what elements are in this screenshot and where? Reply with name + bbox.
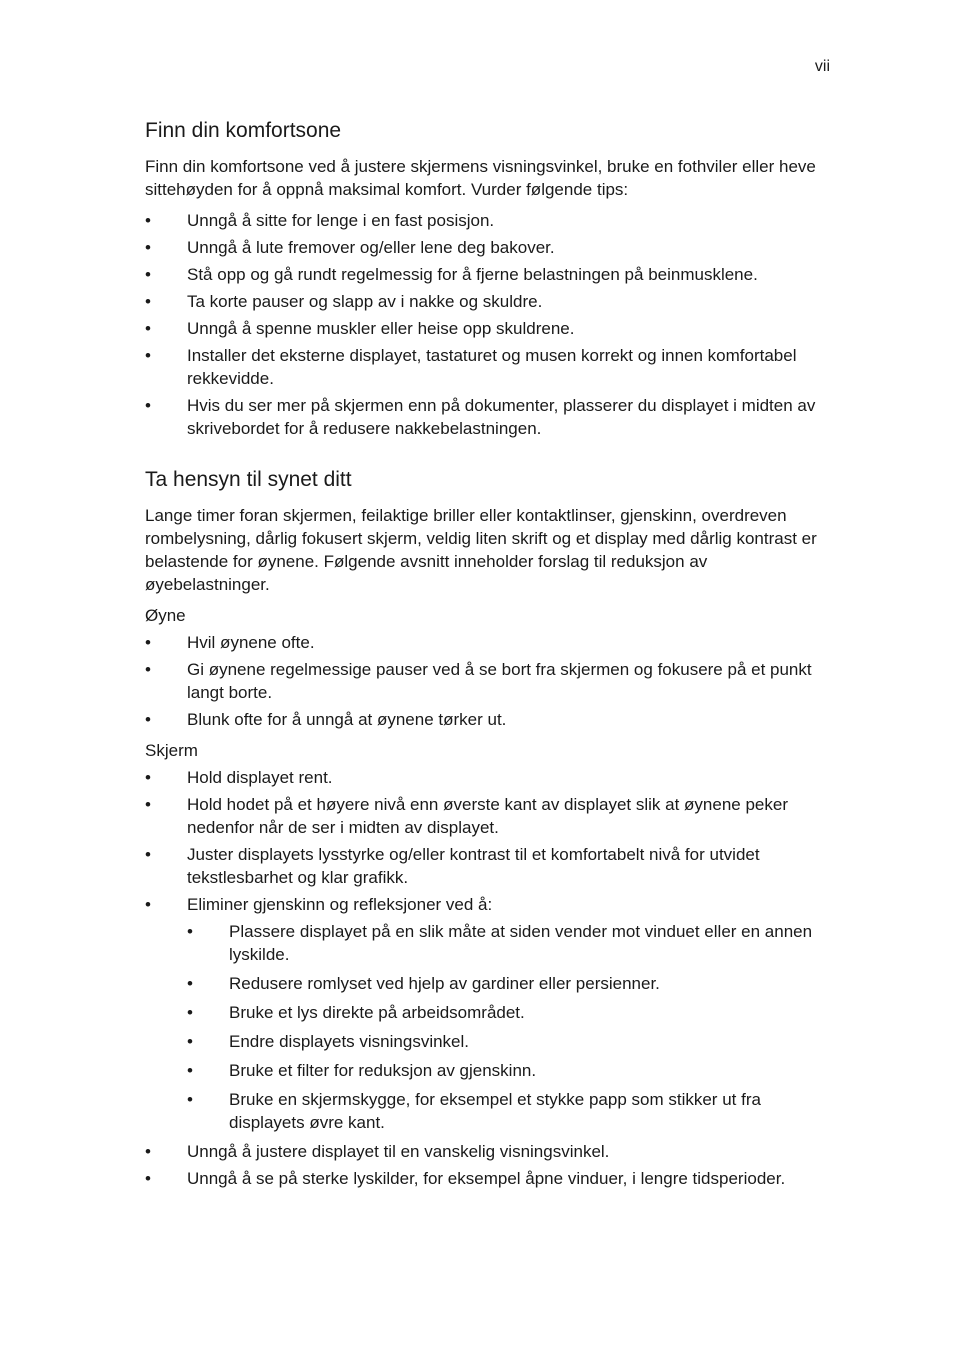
comfort-tips-list [145, 209, 835, 440]
list-item: • Plassere displayet på en slik måte at siden vender mot vinduet eller en annen lyskilde. [187, 920, 835, 966]
list-item: • Hvis du ser mer på skjermen enn på dokumenter, plasserer du displayet i midten av skrivebordet for å redusere nakkebelastningen. [145, 394, 835, 440]
list-item: • Hvil øynene ofte. [145, 631, 835, 654]
section-intro-comfort-zone: Finn din komfortsone ved å justere skjermens visningsvinkel, bruke en fothviler eller heve sittehøyden for å oppnå maksimal komfort. Vurder følgende tips: [145, 157, 816, 199]
list-item: • Unngå å justere displayet til en vanskelig visningsvinkel. [145, 1140, 835, 1163]
list-item: • Unngå å sitte for lenge i en fast posisjon. [145, 209, 835, 232]
section-heading-comfort-zone: Finn din komfortsone [145, 119, 342, 142]
list-item: • Unngå å lute fremover og/eller lene deg bakover. [145, 236, 835, 259]
screen-tips-list [145, 766, 835, 1190]
list-item: • Endre displayets visningsvinkel. [187, 1030, 835, 1053]
list-item: • Bruke en skjermskygge, for eksempel et stykke papp som stikker ut fra displayets øvre kant. [187, 1088, 835, 1134]
glare-tips-list [187, 920, 835, 1134]
list-item: • Unngå å se på sterke lyskilder, for eksempel åpne vinduer, i lengre tidsperioder. [145, 1167, 835, 1190]
list-item: • Installer det eksterne displayet, tastaturet og musen korrekt og innen komfortabel rekkevidde. [145, 344, 835, 390]
list-item: • Hold hodet på et høyere nivå enn øverste kant av displayet slik at øynene peker nedenfor når de ser i midten av displayet. [145, 793, 835, 839]
list-item: • Unngå å spenne muskler eller heise opp skuldrene. [145, 317, 835, 340]
list-item: • Bruke et filter for reduksjon av gjenskinn. [187, 1059, 835, 1082]
list-item: • Ta korte pauser og slapp av i nakke og skuldre. [145, 290, 835, 313]
section-intro-vision: Lange timer foran skjermen, feilaktige briller eller kontaktlinser, gjenskinn, overdreven rombelysning, dårlig fokusert skjerm, veldig liten skrift og et display med dårlig kontrast er belastende for øynene. Følgende avsnitt inneholder forslag til reduksjon av øyebelastninger. [145, 506, 817, 594]
eyes-tips-list [145, 631, 835, 731]
list-item: • Gi øynene regelmessige pauser ved å se bort fra skjermen og fokusere på et punkt langt borte. [145, 658, 835, 704]
subheading-eyes: Øyne [145, 606, 186, 625]
list-item: • Bruke et lys direkte på arbeidsområdet. [187, 1001, 835, 1024]
page-number: vii [814, 58, 830, 75]
list-item-with-sublist [145, 893, 835, 1134]
list-item-label: Eliminer gjenskinn og refleksjoner ved å: [187, 895, 493, 914]
subheading-screen: Skjerm [145, 741, 198, 760]
list-item: • Redusere romlyset ved hjelp av gardiner eller persienner. [187, 972, 835, 995]
section-heading-vision: Ta hensyn til synet ditt [145, 468, 352, 491]
list-item: • Hold displayet rent. [145, 766, 835, 789]
document-body [145, 117, 835, 1194]
list-item: • Stå opp og gå rundt regelmessig for å fjerne belastningen på beinmusklene. [145, 263, 835, 286]
list-item: • Juster displayets lysstyrke og/eller kontrast til et komfortabelt nivå for utvidet tekstlesbarhet og klar grafikk. [145, 843, 835, 889]
list-item: • Blunk ofte for å unngå at øynene tørker ut. [145, 708, 835, 731]
